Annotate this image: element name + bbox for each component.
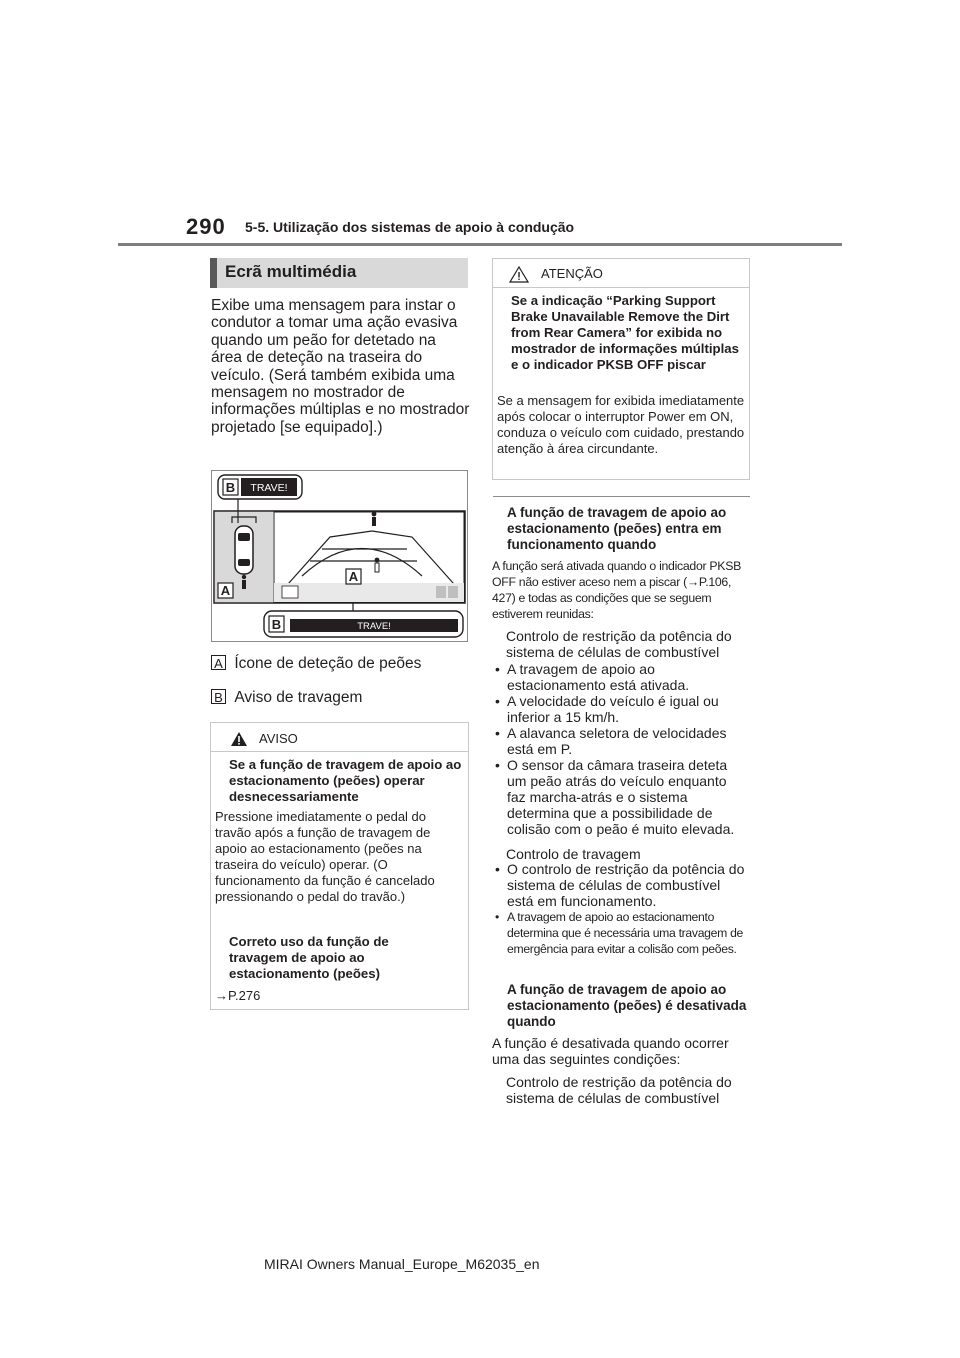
legend-text-a: Ícone de deteção de peões — [234, 655, 422, 672]
section-heading-text: Ecrã multimédia — [225, 262, 357, 281]
list-item: • A travagem de apoio ao estacionamento determina que é necessária uma travagem de emergência para evitar a colisão com peões. — [492, 909, 750, 957]
intro-paragraph: Exibe uma mensagem para instar o condutor a tomar uma ação evasiva quando um peão for detetado na área de deteção na traseira do veículo. (Será também exibida uma mensagem no mostrador de informações múltiplas e no mostrador projetado [se equipado].) — [211, 297, 470, 436]
aviso-box — [210, 722, 469, 1010]
group2-list — [492, 861, 750, 957]
callout-b-top-letter: B — [225, 480, 236, 495]
section-divider — [493, 496, 750, 497]
aviso-subheading-2: Correto uso da função de travagem de apoio ao estacionamento (peões) — [229, 934, 389, 981]
group2-title: Controlo de travagem — [506, 846, 641, 862]
footer-text: MIRAI Owners Manual_Europe_M62035_en — [264, 1256, 540, 1272]
caution-triangle-icon — [509, 266, 529, 288]
legend-tag-b: B — [211, 689, 226, 704]
atencao-box — [492, 258, 750, 480]
list-item: • A velocidade do veículo é igual ou inferior a 15 km/h. — [492, 693, 747, 725]
screen-illustration — [212, 471, 467, 641]
list-item: • O controlo de restrição da potência do sistema de células de combustível está em funcionamento. — [492, 861, 750, 909]
aviso-reference: →P.276 — [215, 988, 261, 1003]
list-item: • A travagem de apoio ao estacionamento está ativada. — [492, 661, 747, 693]
group3-title: Controlo de restrição da potência do sistema de células de combustível — [506, 1074, 732, 1106]
callout-a-left-letter: A — [220, 583, 231, 598]
warning-text-bottom: TRAVE! — [357, 621, 391, 632]
list-item: • O sensor da câmara traseira deteta um peão atrás do veículo enquanto faz marcha-atrás e o sistema determina que a possibilidade de colisão com o peão é muito elevada. — [492, 757, 747, 837]
callout-b-bottom-letter: B — [271, 617, 282, 632]
header-rule — [118, 243, 842, 246]
legend-item-a — [211, 655, 421, 673]
section-title: 5-5. Utilização dos sistemas de apoio à condução — [245, 219, 575, 235]
callout-a-center-letter: A — [348, 569, 359, 584]
legend-text-b: Aviso de travagem — [234, 689, 363, 706]
multimedia-screen-figure — [211, 470, 468, 642]
atencao-text: Se a mensagem for exibida imediatamente após colocar o interruptor Power em ON, conduza o veículo com cuidado, prestando atenção à área circundante. — [497, 393, 745, 456]
legend-tag-a: A — [211, 655, 226, 670]
atencao-subheading: Se a indicação “Parking Support Brake Unavailable Remove the Dirt from Rear Camera” for exibida no mostrador de informações múltiplas e o indicador PKSB OFF piscar — [511, 293, 739, 372]
aviso-subheading-1: Se a função de travagem de apoio ao estacionamento (peões) operar desnecessariamente — [229, 757, 462, 804]
section2-text: A função é desativada quando ocorrer uma das seguintes condições: — [492, 1035, 729, 1067]
aviso-title: AVISO — [259, 731, 298, 746]
legend-item-b — [211, 689, 362, 707]
section1-title: A função de travagem de apoio ao estacionamento (peões) entra em funcionamento quando — [507, 505, 727, 552]
group1-list — [492, 661, 747, 837]
list-item: • A alavanca seletora de velocidades está em P. — [492, 725, 747, 757]
aviso-text-1: Pressione imediatamente o pedal do travão após a função de travagem de apoio ao estacionamento (peões na traseira do veículo) operar. (O funcionamento da função é cancelado pressionando o pedal do travão.) — [215, 809, 435, 904]
warning-text-top: TRAVE! — [250, 482, 288, 494]
section1-text: A função será ativada quando o indicador PKSB OFF não estiver aceso nem a piscar (→P.106, 427) e todas as condições que se seguem estiverem reunidas: — [492, 559, 742, 621]
section-heading-multimedia — [210, 258, 468, 288]
warning-triangle-icon — [230, 731, 248, 752]
group1-title: Controlo de restrição da potência do sistema de células de combustível — [506, 628, 732, 660]
page-number: 290 — [186, 214, 226, 239]
section2-title: A função de travagem de apoio ao estacionamento (peões) é desativada quando — [507, 982, 747, 1029]
atencao-title: ATENÇÃO — [541, 266, 603, 281]
